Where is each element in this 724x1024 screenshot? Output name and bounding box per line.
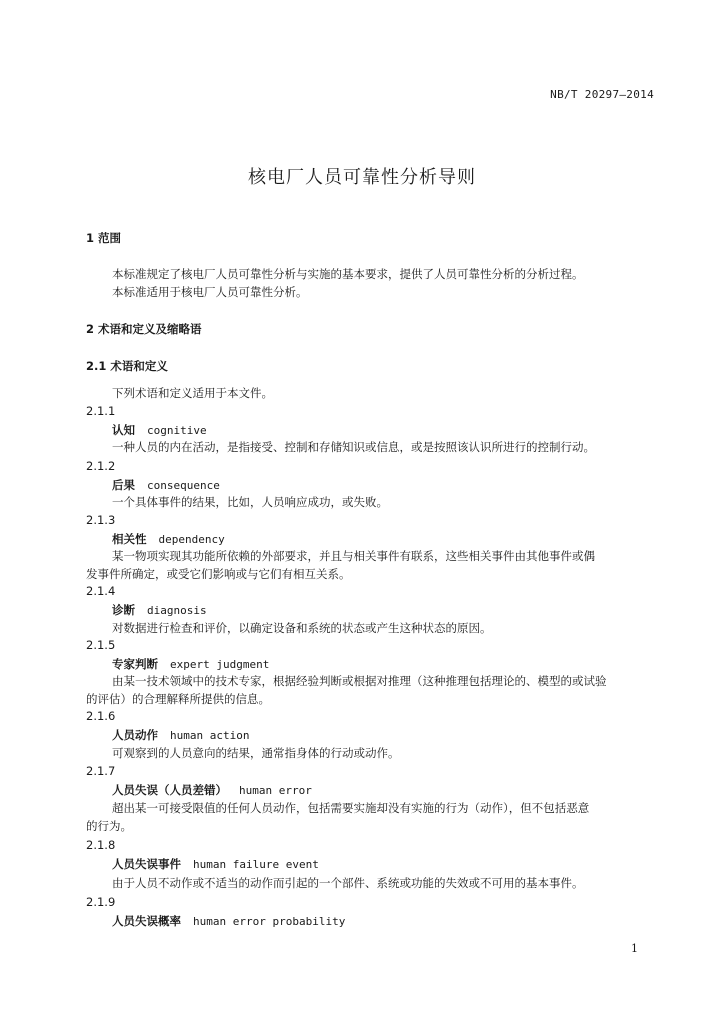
- term-number: 2.1.6: [86, 709, 116, 723]
- section-1-heading: 1 范围: [86, 231, 122, 245]
- term-en: consequence: [147, 479, 220, 492]
- term-number: 2.1.9: [86, 895, 116, 909]
- term-cn: 认知: [112, 423, 135, 437]
- term-title: [112, 602, 207, 618]
- term-title: [112, 727, 249, 743]
- section-2-1-intro: 下列术语和定义适用于本文件。: [112, 386, 273, 400]
- term-en: cognitive: [147, 424, 207, 437]
- term-definition: 一个具体事件的结果，比如，人员响应成功，或失败。: [112, 495, 388, 509]
- section-1-paragraph-2: 本标准适用于核电厂人员可靠性分析。: [112, 285, 308, 299]
- term-title: [112, 422, 207, 438]
- term-number: 2.1.5: [86, 638, 116, 652]
- term-en: human action: [170, 729, 250, 742]
- term-cn: 人员动作: [112, 728, 158, 742]
- term-definition: 由某一技术领域中的技术专家，根据经验判断或根据对推理（这种推理包括理论的、模型的或试验: [112, 674, 607, 688]
- term-cn: 人员失误事件: [112, 857, 181, 871]
- term-definition-continued: 的评估）的合理解释所提供的信息。: [86, 692, 270, 706]
- term-en: dependency: [158, 533, 225, 546]
- document-title: 核电厂人员可靠性分析导则: [248, 167, 476, 188]
- term-title: [112, 913, 345, 929]
- page-number: 1: [631, 942, 638, 955]
- term-definition-continued: 的行为。: [86, 819, 132, 833]
- term-cn: 人员失误概率: [112, 914, 181, 928]
- term-en: diagnosis: [147, 604, 207, 617]
- term-number: 2.1.1: [86, 404, 116, 418]
- section-1-paragraph-1: 本标准规定了核电厂人员可靠性分析与实施的基本要求，提供了人员可靠性分析的分析过程。: [112, 267, 584, 281]
- term-en: expert judgment: [170, 658, 270, 671]
- term-title: [112, 531, 225, 547]
- term-definition: 某一物项实现其功能所依赖的外部要求，并且与相关事件有联系，这些相关事件由其他事件或偶: [112, 549, 595, 563]
- term-cn: 人员失误（人员差错）: [112, 783, 227, 797]
- term-cn: 诊断: [112, 603, 135, 617]
- term-en: human error: [239, 784, 312, 797]
- term-cn: 后果: [112, 478, 135, 492]
- term-title: [112, 782, 312, 798]
- term-title: [112, 656, 269, 672]
- term-definition: 对数据进行检查和评价，以确定设备和系统的状态或产生这种状态的原因。: [112, 621, 492, 635]
- term-definition: 由于人员不动作或不适当的动作而引起的一个部件、系统或功能的失效或不可用的基本事件。: [112, 876, 584, 890]
- term-title: [112, 856, 319, 872]
- term-number: 2.1.7: [86, 764, 116, 778]
- term-cn: 专家判断: [112, 657, 158, 671]
- term-en: human failure event: [193, 858, 319, 871]
- term-definition-continued: 发事件所确定，或受它们影响或与它们有相互关系。: [86, 567, 351, 581]
- term-number: 2.1.8: [86, 838, 116, 852]
- term-cn: 相关性: [112, 532, 147, 546]
- term-definition: 可观察到的人员意向的结果，通常指身体的行动或动作。: [112, 746, 400, 760]
- section-2-heading: 2 术语和定义及缩略语: [86, 322, 202, 336]
- term-definition: 一种人员的内在活动，是指接受、控制和存储知识或信息，或是按照该认识所进行的控制行动。: [112, 440, 595, 454]
- term-number: 2.1.2: [86, 459, 116, 473]
- term-number: 2.1.4: [86, 584, 116, 598]
- term-definition: 超出某一可接受限值的任何人员动作，包括需要实施却没有实施的行为（动作），但不包括恶意: [112, 801, 590, 815]
- term-title: [112, 477, 220, 493]
- term-en: human error probability: [193, 915, 346, 928]
- section-2-1-heading: 2.1 术语和定义: [86, 359, 168, 373]
- term-number: 2.1.3: [86, 513, 116, 527]
- standard-code: NB/T 20297—2014: [550, 88, 654, 101]
